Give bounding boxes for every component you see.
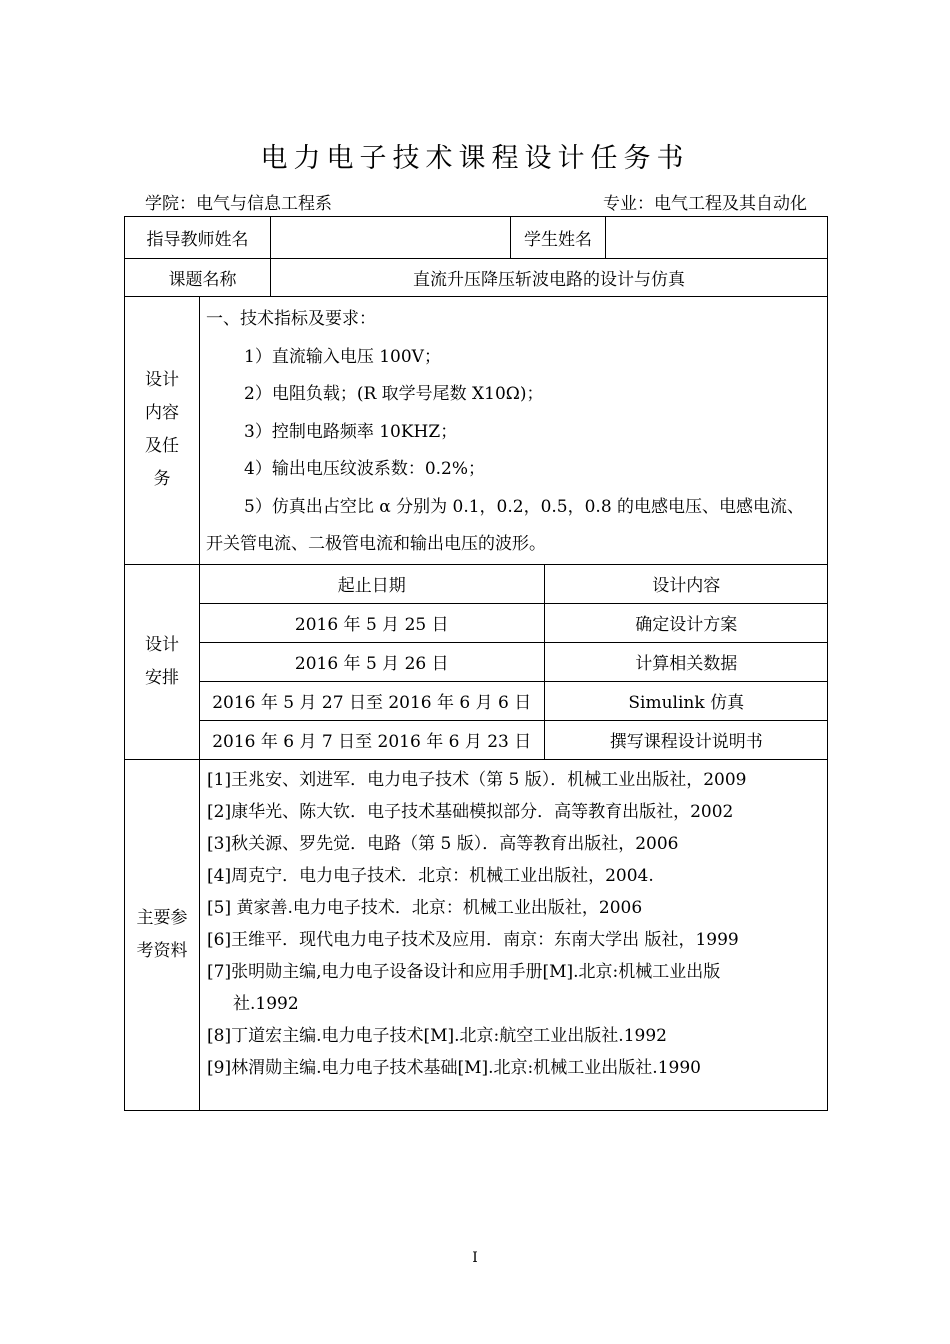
task-table [124, 216, 828, 1111]
schedule-row [200, 642, 828, 681]
schedule-task: Simulink 仿真 [544, 681, 828, 720]
reference-item-continuation: 社.1992 [233, 993, 299, 1014]
reference-item: [1]王兆安、刘进军．电力电子技术（第 5 版）．机械工业出版社，2009 [207, 769, 747, 790]
schedule-row [200, 603, 828, 642]
schedule-date: 2016 年 5 月 26 日 [200, 642, 544, 681]
schedule-date: 2016 年 5 月 27 日至 2016 年 6 月 6 日 [200, 681, 544, 720]
reference-item: [2]康华光、陈大钦．电子技术基础模拟部分．高等教育出版社，2002 [207, 801, 734, 822]
schedule-label: 设计 安排 [125, 564, 200, 759]
reference-item: [5] 黄家善.电力电子技术．北京：机械工业出版社，2006 [207, 897, 643, 918]
college-label: 学院：电气与信息工程系 [145, 194, 332, 214]
design-content [200, 297, 828, 565]
schedule-table [200, 565, 828, 759]
requirement-item: 1）直流输入电压 100V； [244, 346, 441, 367]
reference-item: [8]丁道宏主编.电力电子技术[M].北京:航空工业出版社.1992 [207, 1025, 667, 1046]
reference-item: [7]张明勋主编,电力电子设备设计和应用手册[M].北京:机械工业出版 [207, 961, 721, 982]
reference-item: [9]林渭勋主编.电力电子技术基础[M].北京:机械工业出版社.1990 [207, 1057, 701, 1078]
schedule-task: 撰写课程设计说明书 [544, 720, 828, 759]
schedule-row [200, 681, 828, 720]
schedule-row [200, 720, 828, 759]
student-name-label: 学生姓名 [511, 217, 606, 259]
topic-value: 直流升压降压斩波电路的设计与仿真 [271, 259, 828, 297]
student-name-field[interactable] [606, 217, 828, 259]
design-content-label: 设计 内容 及任 务 [125, 297, 200, 565]
schedule-date: 2016 年 6 月 7 日至 2016 年 6 月 23 日 [200, 720, 544, 759]
teacher-name-label: 指导教师姓名 [125, 217, 271, 259]
page-number: I [472, 1250, 478, 1266]
reference-item: [3]秋关源、罗先觉．电路（第 5 版）．高等教育出版社，2006 [207, 833, 679, 854]
references-list [200, 759, 828, 1110]
requirement-item: 3）控制电路频率 10KHZ； [244, 421, 458, 442]
requirement-item-continuation: 开关管电流、二极管电流和输出电压的波形。 [206, 534, 546, 554]
teacher-name-field[interactable] [271, 217, 511, 259]
page-title: 电力电子技术课程设计任务书 [260, 143, 690, 174]
schedule-header-content: 设计内容 [544, 565, 828, 604]
schedule-task: 确定设计方案 [544, 603, 828, 642]
major-label: 专业：电气工程及其自动化 [603, 194, 807, 214]
reference-item: [4]周克宁．电力电子技术．北京：机械工业出版社，2004. [207, 865, 654, 886]
requirement-item: 5）仿真出占空比 α 分别为 0.1，0.2，0.5，0.8 的电感电压、电感电流、 [244, 496, 805, 517]
schedule-cell [200, 564, 828, 759]
schedule-date: 2016 年 5 月 25 日 [200, 603, 544, 642]
references-label: 主要参 考资料 [125, 759, 200, 1110]
schedule-header-row [200, 565, 828, 604]
reference-item: [6]王维平．现代电力电子技术及应用．南京：东南大学出 版社，1999 [207, 929, 739, 950]
schedule-header-date: 起止日期 [200, 565, 544, 604]
requirements-heading: 一、技术指标及要求： [206, 309, 376, 329]
topic-label: 课题名称 [125, 259, 271, 297]
schedule-task: 计算相关数据 [544, 642, 828, 681]
requirement-item: 2）电阻负载；(R 取学号尾数 X10Ω)； [244, 384, 544, 404]
requirement-item: 4）输出电压纹波系数：0.2%； [244, 459, 486, 479]
